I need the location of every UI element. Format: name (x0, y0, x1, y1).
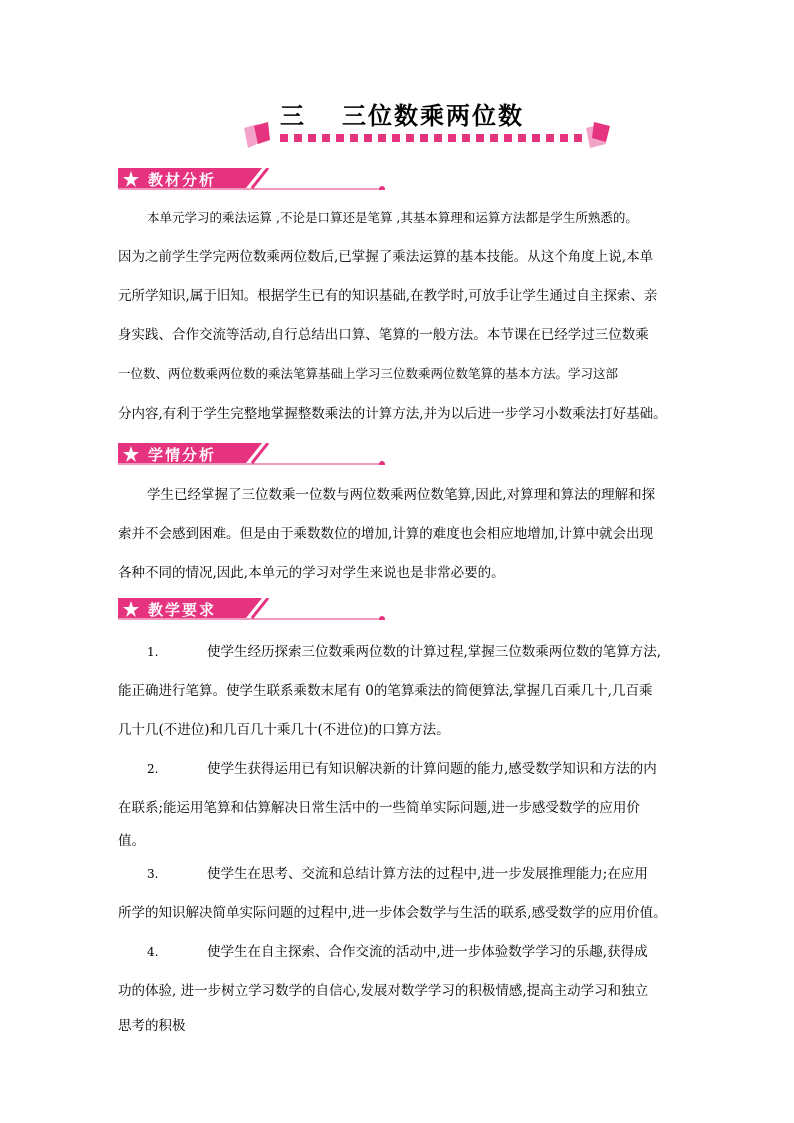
requirement-number: 3. (147, 867, 159, 881)
section-header-teaching-requirements (118, 598, 388, 620)
paragraph-line: 元所学知识,属于旧知。根据学生已有的知识基础,在教学时,可放手让学生通过自主探索、亲 (118, 288, 658, 304)
paragraph-line: 在联系;能运用笔算和估算解决日常生活中的一些简单实际问题,进一步感受数学的应用价 (118, 800, 640, 816)
paragraph-line: 因为之前学生学完两位数乘两位数后,已掌握了乘法运算的基本技能。从这个角度上说,本单 (118, 249, 654, 265)
paragraph-line: 本单元学习的乘法运算 ,不论是口算还是笔算 ,其基本算理和运算方法都是学生所熟悉的。 (147, 210, 638, 225)
requirement-number: 2. (147, 762, 159, 776)
section-label: 教学要求 (148, 601, 217, 619)
paragraph-line: 思考的积极 (118, 1018, 186, 1034)
chapter-title-block (240, 96, 612, 152)
requirement-text: 使学生经历探索三位数乘两位数的计算过程,掌握三位数乘两位数的笔算方法, (207, 644, 662, 660)
paragraph-line: 分内容,有利于学生完整地掌握整数乘法的计算方法,并为以后进一步学习小数乘法打好基础。 (118, 406, 667, 422)
requirement-item-4 (147, 942, 717, 962)
section-label: 教材分析 (148, 171, 217, 189)
paragraph-line: 值。 (118, 833, 145, 849)
chapter-number: 三 (280, 102, 306, 130)
requirement-item-1 (147, 642, 717, 662)
paragraph-line: 所学的知识解决简单实际问题的过程中,进一步体会数学与生活的联系,感受数学的应用价值。 (118, 905, 667, 921)
section-header-learner-analysis (118, 443, 388, 465)
chapter-title-text: 三位数乘两位数 (342, 102, 524, 130)
paragraph-line: 功的体验, 进一步树立学习数学的自信心,发展对数学学习的积极情感,提高主动学习和独立 (118, 983, 649, 999)
paragraph-line: 学生已经掌握了三位数乘一位数与两位数乘两位数笔算,因此,对算理和算法的理解和探 (147, 487, 656, 503)
section-header-textbook-analysis (118, 168, 388, 190)
requirement-number: 1. (147, 645, 159, 659)
requirement-text: 使学生在自主探索、合作交流的活动中,进一步体验数学学习的乐趣,获得成 (207, 944, 648, 960)
requirement-number: 4. (147, 945, 159, 959)
star-icon (123, 446, 139, 462)
paragraph-line: 各种不同的情况,因此,本单元的学习对学生来说也是非常必要的。 (118, 565, 505, 581)
requirement-text: 使学生在思考、交流和总结计算方法的过程中,进一步发展推理能力;在应用 (207, 866, 648, 882)
requirement-item-2 (147, 759, 717, 779)
star-icon (123, 171, 139, 187)
paragraph-line: 能正确进行笔算。使学生联系乘数末尾有 0的笔算乘法的简便算法,掌握几百乘几十,几百乘 (118, 683, 653, 699)
title-decoration-dots (240, 122, 612, 152)
paragraph-line: 一位数、两位数乘两位数的乘法笔算基础上学习三位数乘两位数笔算的基本方法。学习这部 (118, 366, 619, 381)
section-label: 学情分析 (148, 446, 217, 464)
star-icon (123, 601, 139, 617)
requirement-text: 使学生获得运用已有知识解决新的计算问题的能力,感受数学知识和方法的内 (207, 761, 657, 777)
paragraph-line: 索并不会感到困难。但是由于乘数数位的增加,计算的难度也会相应地增加,计算中就会出现 (118, 526, 654, 542)
paragraph-line: 几十几(不进位)和几百几十乘几十(不进位)的口算方法。 (118, 722, 450, 738)
requirement-item-3 (147, 864, 717, 884)
paragraph-line: 身实践、合作交流等活动,自行总结出口算、笔算的一般方法。本节课在已经学过三位数乘 (118, 327, 649, 343)
